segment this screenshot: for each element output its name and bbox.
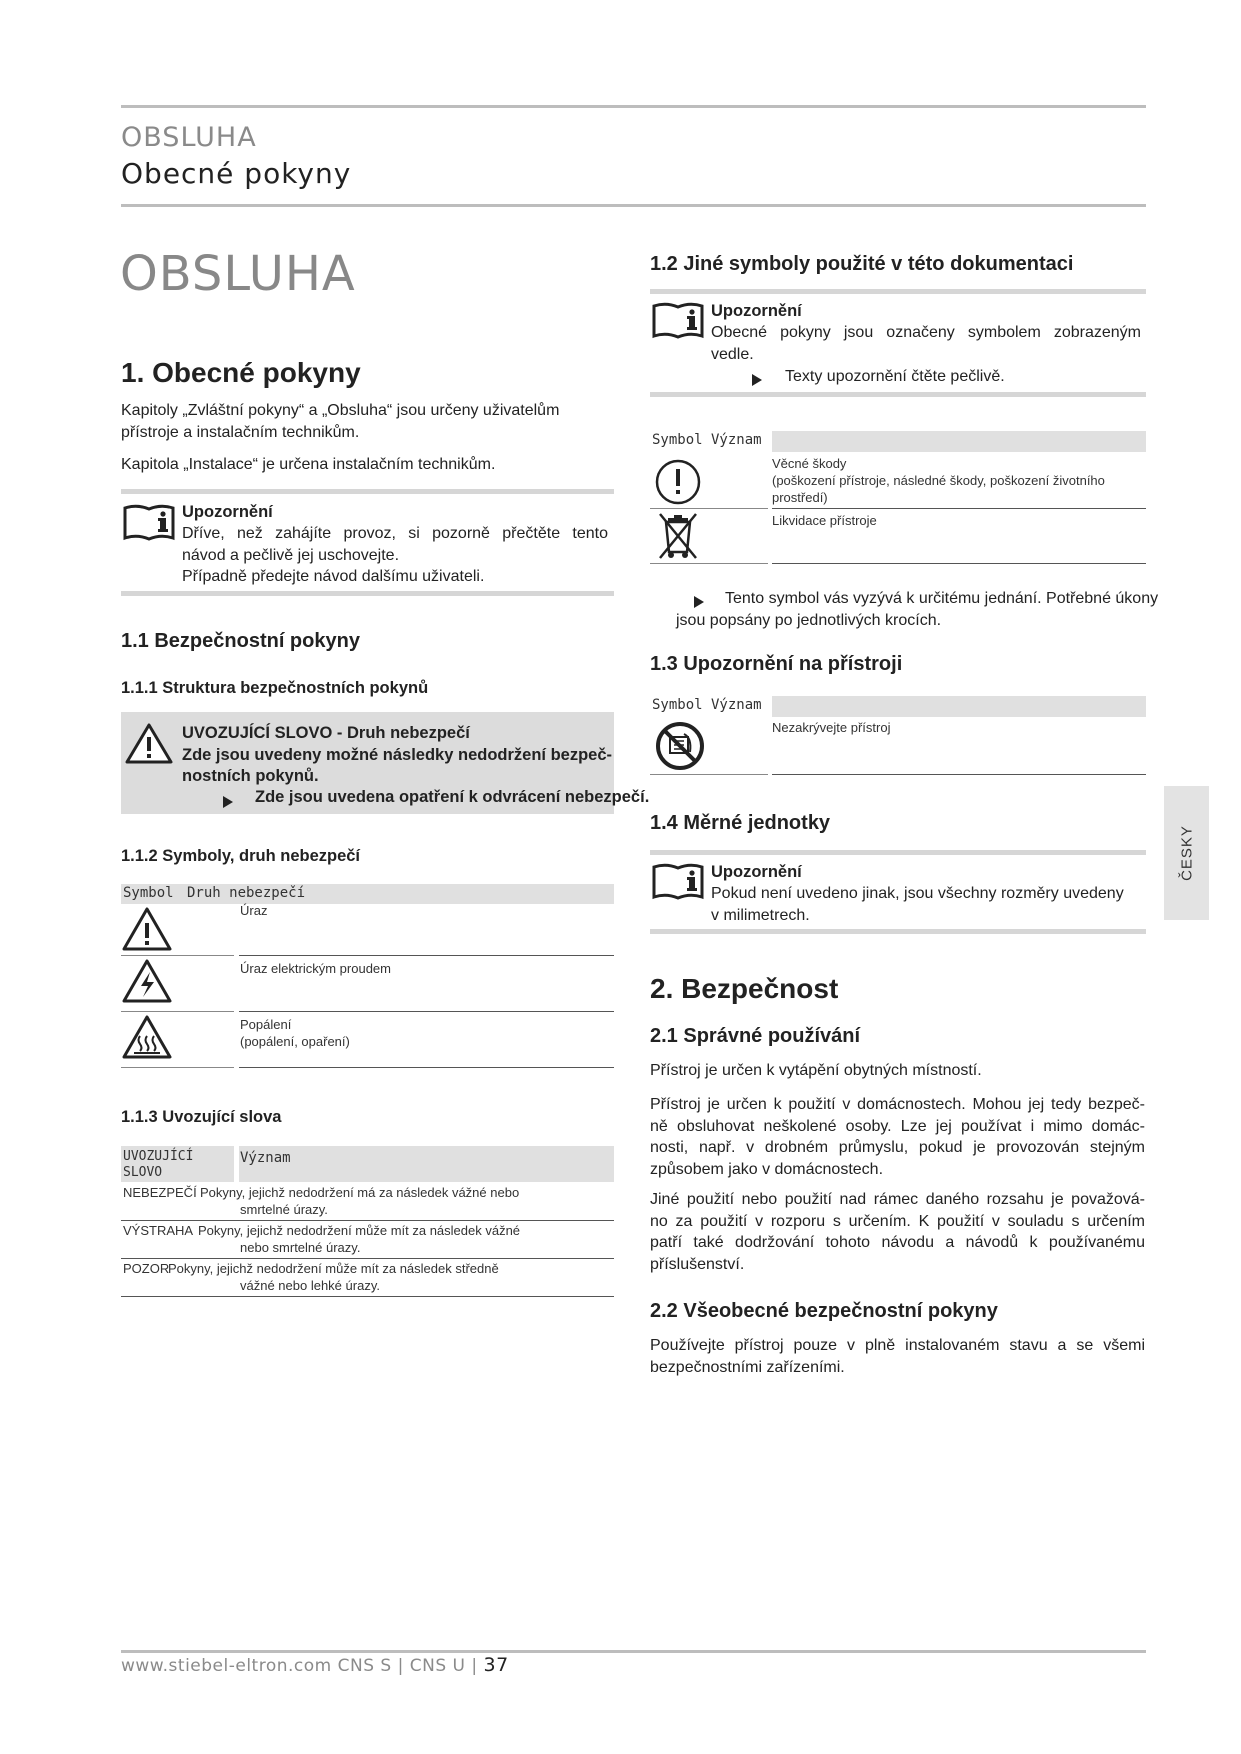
footer-text: www.stiebel-eltron.com CNS S | CNS U | 37 [121,1654,509,1676]
warning-title: UVOZUJÍCÍ SLOVO - Druh nebezpečí [182,724,470,742]
hazard-row-divider [239,1067,614,1068]
heading-1: 1. Obecné pokyny [121,357,361,388]
hazard-row-divider [239,1011,614,1012]
action-line-2: jsou popsány po jednotlivých krocích. [676,612,942,629]
page-big-title: OBSLUHA [120,246,356,302]
disposal-bin-icon [654,510,702,562]
info-book-icon [123,502,175,542]
info-book-icon [652,300,704,340]
signal-col-meaning: Význam [240,1150,291,1166]
device-row-divider [650,774,768,775]
hazard-row-burn: Popálení (popálení, opaření) [240,1017,350,1049]
hazard-col-type: Druh nebezpečí [187,885,306,901]
hazard-col-symbol: Symbol [123,885,174,901]
signal-row-divider [121,1220,614,1221]
paragraph-2-1-c: Jiné použití nebo použití nad rámec daného rozsahu je považová- no za použití v rozporu s určením. K použití v souladu s určením patří také dodržování tohoto návodu a návodů k používanému příslušenství. [650,1191,1145,1273]
symbol-row-divider [772,563,1146,564]
warning-triangle-icon [125,722,173,764]
signal-table-header [239,1146,614,1182]
note1-action: Texty upozornění čtěte pečlivě. [785,368,1005,385]
signal-word-danger: NEBEZPEČÍ [123,1185,197,1200]
signal-col-word: UVOZUJÍCÍ SLOVO [123,1149,194,1180]
heading-2-2: 2.2 Všeobecné bezpečnostní pokyny [650,1300,998,1322]
signal-word-caution: POZOR [123,1261,170,1276]
note1-body: Obecné pokyny jsou označeny symbolem zobrazeným vedle. [711,324,1141,363]
page-number: 37 [483,1654,509,1676]
warning-action: Zde jsou uvedena opatření k odvrácení nebezpečí. [255,788,650,806]
intro-paragraph-1: Kapitoly „Zvláštní pokyny“ a „Obsluha“ jsou určeny uživatelům přístroje a instalačním technikům. [121,402,560,441]
do-not-cover-icon [654,720,706,772]
note-body: Dříve, než zahájíte provoz, si pozorně přečtěte tento návod a pečlivě jej uschovejte. Případně předejte návod dalšímu uživateli. [182,525,608,585]
symbol-table-header [772,431,1146,452]
language-side-tab: ČESKY [1164,786,1209,920]
note-top-bar [121,489,614,494]
signal-meaning-warning: Pokyny, jejichž nedodržení může mít za následek vážné nebo smrtelné úrazy. [198,1223,521,1255]
warning-action-bullet [223,793,233,812]
note-title: Upozornění [182,503,273,521]
heading-1-4: 1.4 Měrné jednotky [650,812,831,834]
header-section: OBSLUHA [121,122,257,153]
heading-1-1-2: 1.1.2 Symboly, druh nebezpečí [121,847,361,865]
symbol-row-damage: Věcné škody (poškození přístroje, následné škody, poškození životního prostředí) [772,456,1105,505]
heading-2-1: 2.1 Správné používání [650,1025,861,1047]
device-table-header [772,696,1146,717]
footer-rule [121,1650,1146,1653]
hot-surface-icon [121,1014,173,1060]
heading-1-1: 1.1 Bezpečnostní pokyny [121,630,360,652]
heading-1-1-1: 1.1.1 Struktura bezpečnostních pokynů [121,679,429,697]
device-col-symbol: Symbol [652,697,703,713]
paragraph-2-2: Používejte přístroj pouze v plně instalovaném stavu a se všemi bezpečnostními zařízeními. [650,1337,1145,1376]
note2-body: Pokud není uvedeno jinak, jsou všechny rozměry uvedeny v milimetrech. [711,885,1124,924]
warning-triangle-icon [121,906,173,952]
note1-top-bar [650,289,1146,294]
note2-bottom-bar [650,929,1146,934]
hazard-row-electric: Úraz elektrickým proudem [240,961,391,976]
device-row-divider [772,774,1146,775]
property-damage-icon [654,458,702,506]
hazard-row-divider [121,955,234,956]
note1-title: Upozornění [711,302,802,320]
action-line-1: Tento symbol vás vyzývá k určitému jednání. Potřebné úkony [725,590,1159,607]
paragraph-2-1-b: Přístroj je určen k použití v domácnostech. Mohou jej tedy bezpeč- ně obsluhovat neškolené osoby. Lze jej používat i mimo domác- nosti, např. v drobném průmyslu, pokud je provozován stejným způsobem jako v domácnostech. [650,1096,1145,1178]
note2-top-bar [650,850,1146,855]
signal-row-divider [121,1258,614,1259]
header-top-rule [121,105,1146,108]
heading-1-2: 1.2 Jiné symboly použité v této dokumentaci [650,253,1074,275]
hazard-row-divider [239,955,614,956]
heading-2: 2. Bezpečnost [650,973,839,1004]
note1-action-bullet [752,371,762,390]
symbol-row-disposal: Likvidace přístroje [772,513,877,528]
signal-word-warning: VÝSTRAHA [123,1223,194,1238]
electric-shock-icon [121,958,173,1004]
heading-1-1-3: 1.1.3 Uvozující slova [121,1108,282,1126]
paragraph-2-1: Přístroj je určen k vytápění obytných místností. [650,1062,982,1079]
symbol-col-symbol: Symbol [652,432,703,448]
symbol-col-meaning: Význam [711,432,762,448]
intro-paragraph-2: Kapitola „Instalace“ je určena instalačním technikům. [121,456,496,473]
signal-row-divider [121,1296,614,1297]
note1-bottom-bar [650,392,1146,397]
header-bottom-rule [121,204,1146,207]
device-col-meaning: Význam [711,697,762,713]
heading-1-3: 1.3 Upozornění na přístroji [650,653,903,675]
device-row-no-cover: Nezakrývejte přístroj [772,720,891,735]
symbol-row-divider [772,508,1146,509]
info-book-icon [652,861,704,901]
hazard-row-divider [121,1011,234,1012]
note-bottom-bar [121,591,614,596]
note2-title: Upozornění [711,863,802,881]
hazard-row-divider [121,1067,234,1068]
hazard-row-injury: Úraz [240,903,268,918]
symbol-row-divider [650,563,768,564]
signal-meaning-caution: Pokyny, jejichž nedodržení může mít za následek středně vážné nebo lehké úrazy. [168,1261,499,1293]
header-subtitle: Obecné pokyny [121,157,352,190]
symbol-row-divider [650,508,768,509]
warning-body: Zde jsou uvedeny možné následky nedodržení bezpeč- nostních pokynů. [182,746,613,785]
signal-meaning-danger: Pokyny, jejichž nedodržení má za následek vážné nebo smrtelné úrazy. [200,1185,520,1217]
